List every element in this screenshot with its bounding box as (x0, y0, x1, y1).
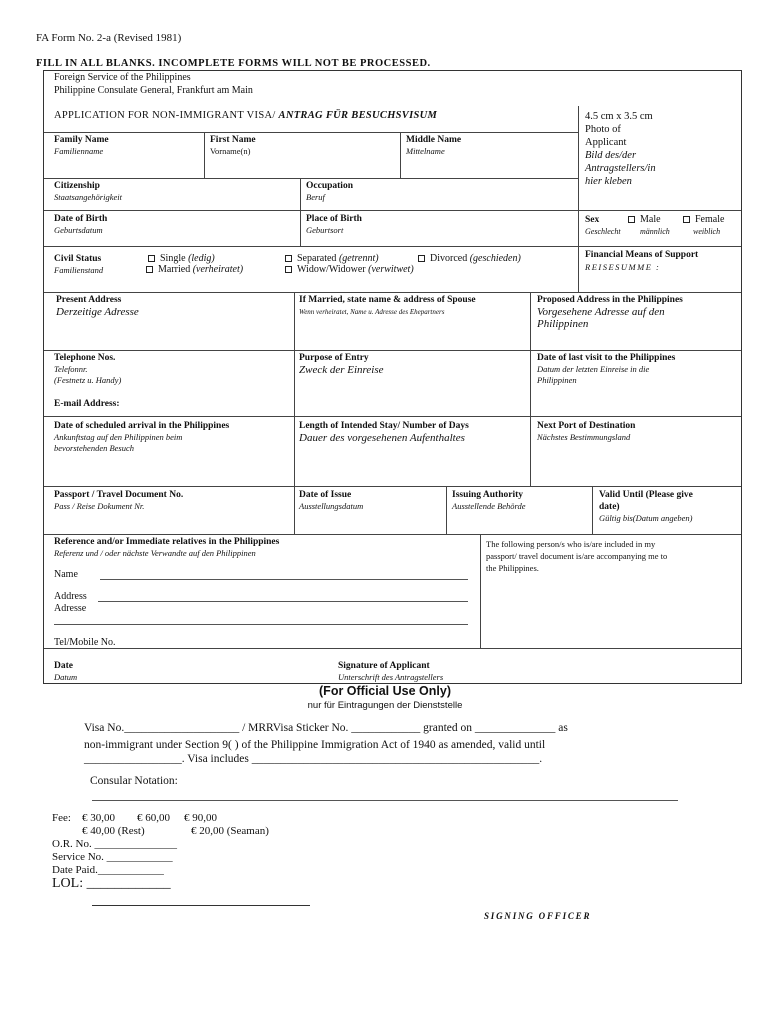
accompanying-persons-field[interactable]: The following person/s who is/are included in my passport/ travel document is/are accompanying me to the Philippines. (486, 539, 668, 573)
sex-label: Sex (585, 215, 600, 225)
lol-field[interactable]: LOL: ____________ (52, 876, 171, 891)
separated-checkbox[interactable]: Separated (getrennt) (285, 253, 379, 265)
fee-90[interactable]: € 90,00 (184, 812, 217, 824)
service-number-field[interactable]: Service No. ____________ (52, 851, 173, 863)
arrival-date-field[interactable]: Date of scheduled arrival in the Philippines Ankunftstag auf den Philippinen beim bevorstehenden Besuch (54, 421, 230, 453)
sex-label-de: Geschlecht (585, 227, 621, 236)
family-name-field[interactable]: Family Name Familienname (54, 135, 109, 156)
signature-field[interactable]: Signature of Applicant Unterschrift des Antragstellers (338, 661, 444, 682)
fee-20-seaman[interactable]: € 20,00 (Seaman) (191, 825, 269, 837)
fee-label: Fee: (52, 812, 71, 824)
visa-line-2: non-immigrant under Section 9( ) of the Philippine Immigration Act of 1940 as amended, valid until (84, 739, 546, 751)
reference-address-label-de: Adresse (54, 603, 87, 614)
present-address-field[interactable]: Present Address Derzeitige Adresse (56, 295, 139, 318)
instruction: FILL IN ALL BLANKS. INCOMPLETE FORMS WILL NOT BE PROCESSED. (36, 58, 431, 69)
fee-60[interactable]: € 60,00 (137, 812, 170, 824)
signing-officer-label: SIGNING OFFICER (484, 911, 592, 921)
consular-notation-label: Consular Notation: (90, 775, 178, 787)
photo-box[interactable]: 4.5 cm x 3.5 cm Photo of Applicant Bild des/der Antragstellers/in hier kleben (585, 111, 656, 187)
date-of-birth-field[interactable]: Date of Birth Geburtsdatum (54, 214, 108, 235)
reference-address-label: Address (54, 591, 87, 602)
consular-notation-input[interactable] (92, 800, 678, 801)
place-of-birth-field[interactable]: Place of Birth Geburtsort (306, 214, 362, 235)
male-checkbox[interactable]: Male (628, 214, 661, 226)
proposed-address-field[interactable]: Proposed Address in the Philippines Vorgesehene Adresse auf den Philippinen (537, 295, 683, 330)
email-field[interactable]: E-mail Address: (54, 399, 120, 409)
visa-line-1: Visa No.____________________ / MRRVisa Sticker No. ____________ granted on ______________ as (84, 722, 568, 734)
middle-name-field[interactable]: Middle Name Mittelname (406, 135, 462, 156)
last-visit-field[interactable]: Date of last visit to the Philippines Datum der letzten Einreise in die Philippinen (537, 353, 676, 385)
first-name-field[interactable]: First Name Vorname(n) (210, 135, 256, 156)
next-port-field[interactable]: Next Port of Destination Nächstes Bestimmungsland (537, 421, 636, 442)
telephone-field[interactable]: Telephone Nos. Telefonnr. (Festnetz u. Handy) (54, 353, 122, 385)
reference-section: Reference and/or Immediate relatives in the Philippines Referenz und / oder nächste Verwandte auf den Philippinen (54, 537, 280, 558)
fee-40-rest[interactable]: € 40,00 (Rest) (82, 825, 145, 837)
widow-checkbox[interactable]: Widow/Widower (verwitwet) (285, 264, 414, 276)
passport-number-field[interactable]: Passport / Travel Document No. Pass / Reise Dokument Nr. (54, 490, 184, 511)
official-use-subtitle: nur für Eintragungen der Dienststelle (307, 700, 463, 711)
application-title: APPLICATION FOR NON-IMMIGRANT VISA/ ANTRAG FÜR BESUCHSVISUM (54, 110, 438, 121)
signing-officer-line[interactable] (92, 905, 310, 906)
citizenship-field[interactable]: Citizenship Staatsangehörigkeit (54, 181, 122, 202)
date-of-issue-field[interactable]: Date of Issue Ausstellungsdatum (299, 490, 364, 511)
reference-address-input-2[interactable] (54, 624, 468, 625)
reference-name-label: Name (54, 569, 78, 580)
female-checkbox[interactable]: Female (683, 214, 724, 226)
reference-name-input[interactable] (100, 579, 468, 580)
official-use-title: (For Official Use Only) (319, 684, 451, 698)
spouse-field[interactable]: If Married, state name & address of Spouse Wenn verheiratet, Name u. Adresse des Ehepartners (299, 295, 476, 316)
date-field[interactable]: Date Datum (54, 661, 78, 682)
purpose-field[interactable]: Purpose of Entry Zweck der Einreise (299, 353, 384, 376)
single-checkbox[interactable]: Single (ledig) (148, 253, 215, 265)
issuing-authority-field[interactable]: Issuing Authority Ausstellende Behörde (452, 490, 526, 511)
or-number-field[interactable]: O.R. No. _______________ (52, 838, 177, 850)
valid-until-field[interactable]: Valid Until (Please give date) Gültig bis(Datum angeben) (599, 490, 693, 523)
female-label-de: weiblich (693, 227, 721, 236)
civil-status-label: Civil Status Familienstand (54, 254, 104, 275)
male-label-de: männlich (640, 227, 670, 236)
financial-means-field[interactable]: Financial Means of Support REISESUMME : (585, 250, 699, 272)
married-checkbox[interactable]: Married (verheiratet) (146, 264, 243, 276)
divorced-checkbox[interactable]: Divorced (geschieden) (418, 253, 521, 265)
visa-line-3: _________________. Visa includes __________________________________________________. (84, 753, 543, 765)
tel-mobile-field[interactable]: Tel/Mobile No. (54, 637, 116, 648)
org-line-2: Philippine Consulate General, Frankfurt am Main (54, 85, 253, 96)
fee-30[interactable]: € 30,00 (82, 812, 115, 824)
reference-address-input[interactable] (98, 601, 468, 602)
form-number: FA Form No. 2-a (Revised 1981) (36, 32, 182, 44)
length-of-stay-field[interactable]: Length of Intended Stay/ Number of Days Dauer des vorgesehenen Aufenthaltes (299, 421, 469, 444)
org-line-1: Foreign Service of the Philippines (54, 72, 191, 83)
date-paid-field[interactable]: Date Paid.____________ (52, 864, 164, 876)
occupation-field[interactable]: Occupation Beruf (306, 181, 353, 202)
